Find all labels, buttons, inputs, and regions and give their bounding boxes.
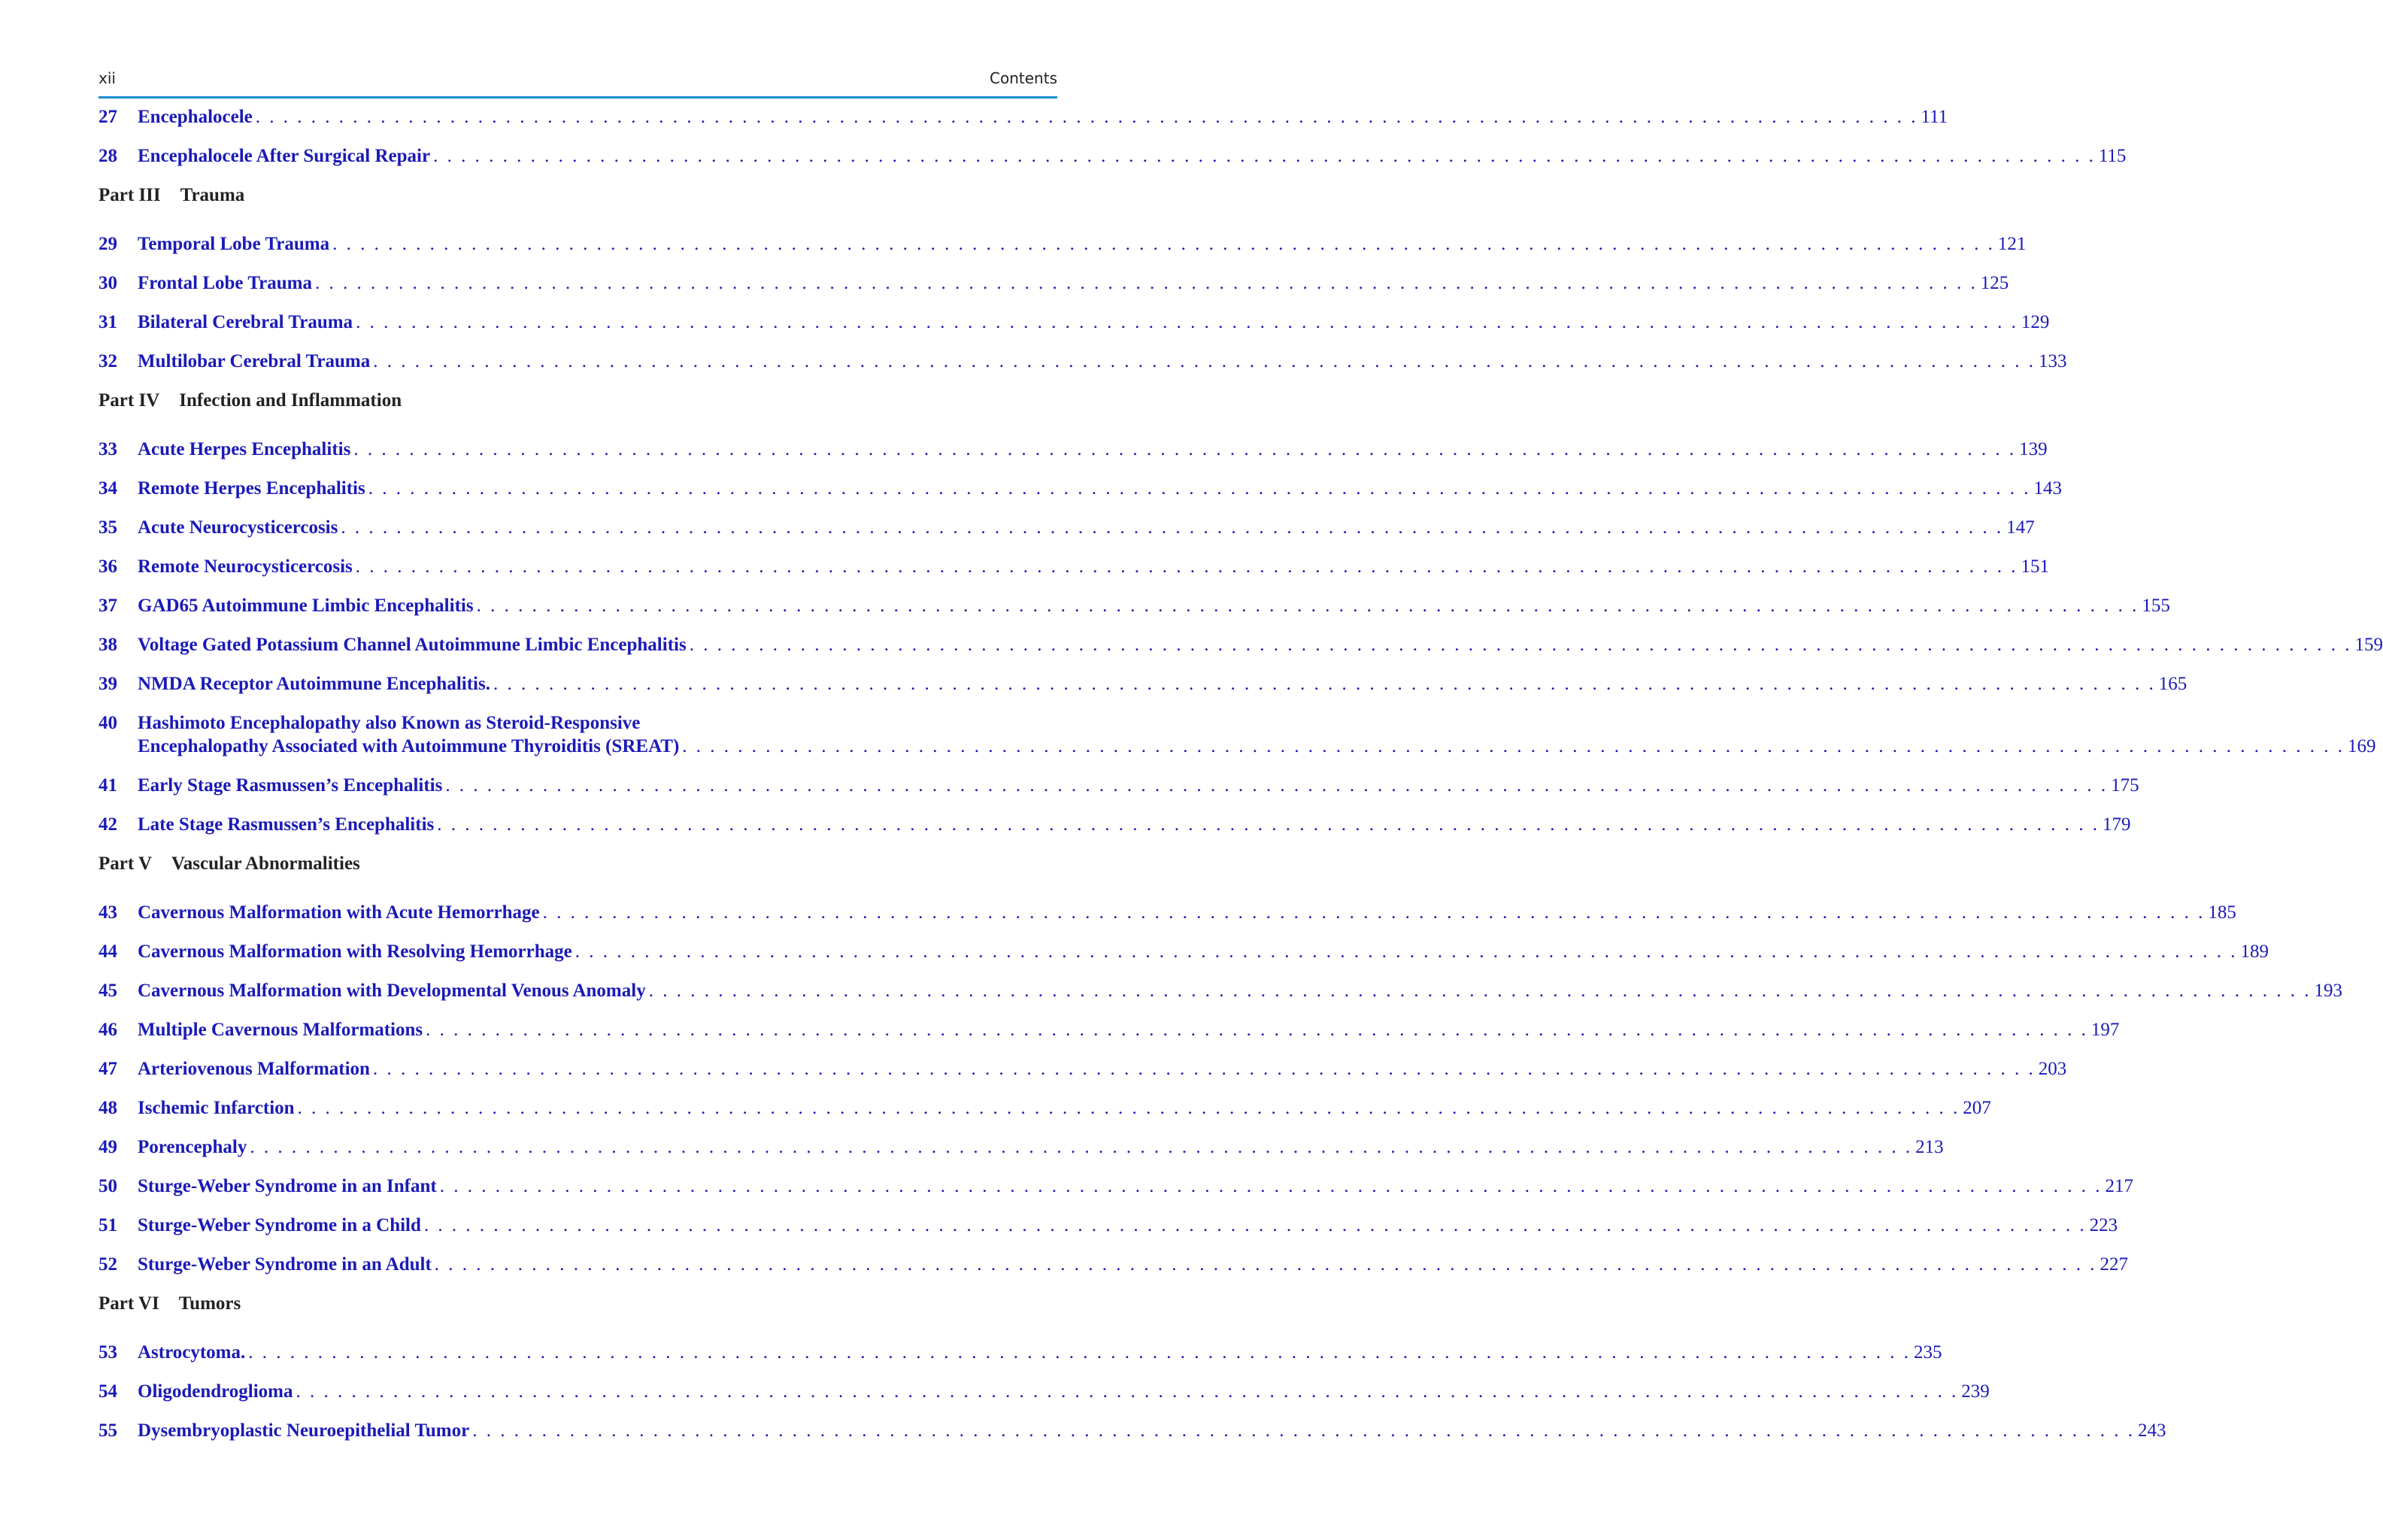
dot-leader: . . . . . . . . . . . . . . . . . . . . . . . . . . . . . . . . . . . . . . . . . . . . . . . . . . . . . . . . . . . . . . . . . . . . . . . . . . . . . . . . . . . . . . . . . . . . . . . . . . . . . . . . . . . . . . . . . . . . . . . . (423, 1215, 2087, 1235)
chapter-title[interactable]: Encephalocele (138, 107, 253, 127)
chapter-number: 36 (99, 556, 117, 577)
dot-leader: . . . . . . . . . . . . . . . . . . . . . . . . . . . . . . . . . . . . . . . . . . . . . . . . . . . . . . . . . . . . . . . . . . . . . . . . . . . . . . . . . . . . . . . . . . . . . . . . . . . . . . . . . . . . . . . . . . . . . . . . (437, 814, 2100, 835)
chapter-title[interactable]: Voltage Gated Potassium Channel Autoimmune Limbic Encephalitis (138, 635, 687, 655)
part-label: Part III (99, 185, 161, 205)
dot-leader: . . . . . . . . . . . . . . . . . . . . . . . . . . . . . . . . . . . . . . . . . . . . . . . . . . . . . . . . . . . . . . . . . . . . . . . . . . . . . . . . . . . . . . . . . . . . . . . . . . . . . . . . . . . . . . . . . . . . . . . . (648, 981, 2312, 1001)
dot-leader: . . . . . . . . . . . . . . . . . . . . . . . . . . . . . . . . . . . . . . . . . . . . . . . . . . . . . . . . . . . . . . . . . . . . . . . . . . . . . . . . . . . . . . . . . . . . . . . . . . . . . . . . . . . . . . . . . . . . . . . . (434, 1254, 2097, 1275)
chapter-title[interactable]: Sturge-Weber Syndrome in an Adult (138, 1254, 432, 1275)
page-number[interactable]: 193 (2314, 981, 2342, 1001)
chapter-title[interactable]: Cavernous Malformation with Developmental Venous Anomaly (138, 981, 646, 1001)
chapter-title[interactable]: Acute Neurocysticercosis (138, 517, 338, 538)
chapter-title[interactable]: Frontal Lobe Trauma (138, 273, 312, 293)
chapter-title[interactable]: Cavernous Malformation with Resolving Hemorrhage (138, 941, 572, 962)
toc-entry[interactable] (99, 1253, 2129, 1276)
part-heading (99, 852, 824, 875)
chapter-title[interactable]: Dysembryoplastic Neuroepithelial Tumor (138, 1420, 470, 1441)
chapter-title[interactable]: Sturge-Weber Syndrome in a Child (138, 1215, 421, 1235)
running-head-title: Contents (990, 69, 1057, 87)
dot-leader: . . . . . . . . . . . . . . . . . . . . . . . . . . . . . . . . . . . . . . . . . . . . . . . . . . . . . . . . . . . . . . . . . . . . . . . . . . . . . . . . . . . . . . . . . . . . . . . . . . . . . . . . . . . . . . . . . . . . . . . . (433, 146, 2096, 166)
chapter-number: 32 (99, 351, 117, 371)
dot-leader: . . . . . . . . . . . . . . . . . . . . . . . . . . . . . . . . . . . . . . . . . . . . . . . . . . . . . . . . . . . . . . . . . . . . . . . . . . . . . . . . . . . . . . . . . . . . . . . . . . . . . . . . . . . . . . . . . . . . . . . . (353, 439, 2017, 459)
toc-entry[interactable] (99, 633, 2383, 656)
page-folio: xii (99, 69, 116, 87)
chapter-title[interactable]: Early Stage Rasmussen’s Encephalitis (138, 775, 443, 796)
toc-entry[interactable] (99, 672, 2187, 696)
dot-leader: . . . . . . . . . . . . . . . . . . . . . . . . . . . . . . . . . . . . . . . . . . . . . . . . . . . . . . . . . . . . . . . . . . . . . . . . . . . . . . . . . . . . . . . . . . . . . . . . . . . . . . . . . . . . . . . . . . . . . . . . (250, 1137, 1913, 1157)
page-number[interactable]: 243 (2137, 1420, 2166, 1441)
chapter-number: 39 (99, 674, 117, 694)
toc-entry[interactable] (99, 516, 2035, 539)
page-number[interactable]: 239 (1961, 1381, 1990, 1402)
chapter-title-continued[interactable]: Encephalopathy Associated with Autoimmune Thyroiditis (SREAT) (138, 736, 680, 756)
toc-entry[interactable] (99, 350, 2067, 373)
chapter-number: 28 (99, 146, 117, 166)
page-number[interactable]: 115 (2098, 146, 2127, 166)
toc-entry[interactable] (99, 1096, 1991, 1120)
part-heading (99, 1292, 824, 1315)
dot-leader: . . . . . . . . . . . . . . . . . . . . . . . . . . . . . . . . . . . . . . . . . . . . . . . . . . . . . . . . . . . . . . . . . . . . . . . . . . . . . . . . . . . . . . . . . . . . . . . . . . . . . . . . . . . . . . . . . . . . . . . . (682, 736, 2345, 756)
dot-leader: . . . . . . . . . . . . . . . . . . . . . . . . . . . . . . . . . . . . . . . . . . . . . . . . . . . . . . . . . . . . . . . . . . . . . . . . . . . . . . . . . . . . . . . . . . . . . . . . . . . . . . . . . . . . . . . . . . . . . . . . (314, 273, 1978, 293)
chapter-title[interactable]: Acute Herpes Encephalitis (138, 439, 351, 459)
chapter-number: 44 (99, 941, 117, 962)
chapter-title[interactable]: Bilateral Cerebral Trauma (138, 312, 353, 332)
dot-leader: . . . . . . . . . . . . . . . . . . . . . . . . . . . . . . . . . . . . . . . . . . . . . . . . . . . . . . . . . . . . . . . . . . . . . . . . . . . . . . . . . . . . . . . . . . . . . . . . . . . . . . . . . . . . . . . . . . . . . . . . (255, 107, 1918, 127)
page-number[interactable]: 207 (1963, 1098, 1991, 1118)
chapter-number: 53 (99, 1342, 117, 1363)
page-number[interactable]: 203 (2038, 1059, 2067, 1079)
page-number[interactable]: 179 (2103, 814, 2131, 835)
toc-entry[interactable] (99, 311, 2050, 334)
chapter-title[interactable]: Multilobar Cerebral Trauma (138, 351, 371, 371)
chapter-title[interactable]: Astrocytoma. (138, 1342, 246, 1363)
chapter-number: 52 (99, 1254, 117, 1275)
page-number[interactable]: 121 (1997, 234, 2027, 254)
chapter-title[interactable]: Remote Herpes Encephalitis (138, 478, 365, 499)
chapter-number: 47 (99, 1059, 117, 1079)
toc-entry[interactable] (99, 144, 2127, 168)
chapter-number: 48 (99, 1098, 117, 1118)
dot-leader: . . . . . . . . . . . . . . . . . . . . . . . . . . . . . . . . . . . . . . . . . . . . . . . . . . . . . . . . . . . . . . . . . . . . . . . . . . . . . . . . . . . . . . . . . . . . . . . . . . . . . . . . . . . . . . . . . . . . . . . . (373, 351, 2036, 371)
dot-leader: . . . . . . . . . . . . . . . . . . . . . . . . . . . . . . . . . . . . . . . . . . . . . . . . . . . . . . . . . . . . . . . . . . . . . . . . . . . . . . . . . . . . . . . . . . . . . . . . . . . . . . . . . . . . . . . . . . . . . . . . (445, 775, 2109, 796)
page-number[interactable]: 143 (2033, 478, 2062, 499)
page-number[interactable]: 197 (2090, 1020, 2120, 1040)
page-number[interactable]: 175 (2111, 775, 2139, 796)
chapter-number: 37 (99, 596, 117, 616)
chapter-number: 34 (99, 478, 117, 499)
dot-leader: . . . . . . . . . . . . . . . . . . . . . . . . . . . . . . . . . . . . . . . . . . . . . . . . . . . . . . . . . . . . . . . . . . . . . . . . . . . . . . . . . . . . . . . . . . . . . . . . . . . . . . . . . . . . . . . . . . . . . . . . (297, 1098, 1960, 1118)
toc-entry[interactable] (99, 438, 2048, 461)
part-title: Vascular Abnormalities (171, 853, 360, 874)
part-title: Infection and Inflammation (179, 390, 402, 411)
chapter-number: 46 (99, 1020, 117, 1040)
page-number[interactable]: 129 (2021, 312, 2050, 332)
chapter-number: 33 (99, 439, 117, 459)
chapter-title[interactable]: Arteriovenous Malformation (138, 1059, 370, 1079)
chapter-number: 40 (99, 713, 117, 733)
page-number[interactable]: 111 (1921, 107, 1948, 127)
chapter-number: 29 (99, 234, 117, 254)
toc-entry[interactable] (99, 711, 2376, 758)
dot-leader: . . . . . . . . . . . . . . . . . . . . . . . . . . . . . . . . . . . . . . . . . . . . . . . . . . . . . . . . . . . . . . . . . . . . . . . . . . . . . . . . . . . . . . . . . . . . . . . . . . . . . . . . . . . . . . . . . . . . . . . . (439, 1176, 2103, 1196)
page-number[interactable]: 169 (2348, 736, 2376, 756)
dot-leader: . . . . . . . . . . . . . . . . . . . . . . . . . . . . . . . . . . . . . . . . . . . . . . . . . . . . . . . . . . . . . . . . . . . . . . . . . . . . . . . . . . . . . . . . . . . . . . . . . . . . . . . . . . . . . . . . . . . . . . . . (355, 556, 2018, 577)
dot-leader: . . . . . . . . . . . . . . . . . . . . . . . . . . . . . . . . . . . . . . . . . . . . . . . . . . . . . . . . . . . . . . . . . . . . . . . . . . . . . . . . . . . . . . . . . . . . . . . . . . . . . . . . . . . . . . . . . . . . . . . . (248, 1342, 1911, 1363)
dot-leader: . . . . . . . . . . . . . . . . . . . . . . . . . . . . . . . . . . . . . . . . . . . . . . . . . . . . . . . . . . . . . . . . . . . . . . . . . . . . . . . . . . . . . . . . . . . . . . . . . . . . . . . . . . . . . . . . . . . . . . . . (356, 312, 2018, 332)
page-number[interactable]: 227 (2100, 1254, 2129, 1275)
part-title: Tumors (178, 1293, 241, 1314)
chapter-title[interactable]: GAD65 Autoimmune Limbic Encephalitis (138, 596, 474, 616)
chapter-number: 30 (99, 273, 117, 293)
chapter-number: 41 (99, 775, 117, 796)
dot-leader: . . . . . . . . . . . . . . . . . . . . . . . . . . . . . . . . . . . . . . . . . . . . . . . . . . . . . . . . . . . . . . . . . . . . . . . . . . . . . . . . . . . . . . . . . . . . . . . . . . . . . . . . . . . . . . . . . . . . . . . . (372, 1059, 2036, 1079)
part-title: Trauma (180, 185, 245, 205)
toc-entry[interactable] (99, 232, 2027, 256)
toc-entry[interactable] (99, 1018, 2120, 1041)
dot-leader: . . . . . . . . . . . . . . . . . . . . . . . . . . . . . . . . . . . . . . . . . . . . . . . . . . . . . . . . . . . . . . . . . . . . . . . . . . . . . . . . . . . . . . . . . . . . . . . . . . . . . . . . . . . . . . . . . . . . . . . . (296, 1381, 1959, 1402)
page-number[interactable]: 213 (1915, 1137, 1944, 1157)
toc-entry[interactable] (99, 477, 2062, 500)
table-of-contents (99, 105, 2383, 1458)
chapter-number: 50 (99, 1176, 117, 1196)
chapter-title[interactable]: Porencephaly (138, 1137, 247, 1157)
chapter-title[interactable]: Late Stage Rasmussen’s Encephalitis (138, 814, 435, 835)
page-number[interactable]: 217 (2105, 1176, 2133, 1196)
toc-entry[interactable] (99, 774, 2139, 797)
toc-entry[interactable] (99, 901, 2236, 924)
chapter-title[interactable]: Cavernous Malformation with Acute Hemorrhage (138, 902, 540, 923)
page-number[interactable]: 155 (2142, 596, 2170, 616)
page-number[interactable]: 189 (2240, 941, 2269, 962)
part-heading (99, 183, 824, 207)
chapter-title[interactable]: Multiple Cavernous Malformations (138, 1020, 423, 1040)
chapter-number: 49 (99, 1137, 117, 1157)
dot-leader: . . . . . . . . . . . . . . . . . . . . . . . . . . . . . . . . . . . . . . . . . . . . . . . . . . . . . . . . . . . . . . . . . . . . . . . . . . . . . . . . . . . . . . . . . . . . . . . . . . . . . . . . . . . . . . . . . . . . . . . . (332, 234, 1995, 254)
chapter-number: 27 (99, 107, 117, 127)
chapter-title[interactable]: Ischemic Infarction (138, 1098, 295, 1118)
dot-leader: . . . . . . . . . . . . . . . . . . . . . . . . . . . . . . . . . . . . . . . . . . . . . . . . . . . . . . . . . . . . . . . . . . . . . . . . . . . . . . . . . . . . . . . . . . . . . . . . . . . . . . . . . . . . . . . . . . . . . . . . (689, 635, 2352, 655)
dot-leader: . . . . . . . . . . . . . . . . . . . . . . . . . . . . . . . . . . . . . . . . . . . . . . . . . . . . . . . . . . . . . . . . . . . . . . . . . . . . . . . . . . . . . . . . . . . . . . . . . . . . . . . . . . . . . . . . . . . . . . . . (476, 596, 2139, 616)
page-number[interactable]: 223 (2089, 1215, 2118, 1235)
running-head (99, 66, 1057, 99)
page-number[interactable]: 185 (2208, 902, 2236, 923)
page-number[interactable]: 139 (2019, 439, 2048, 459)
part-label: Part VI (99, 1293, 159, 1314)
chapter-number: 54 (99, 1381, 117, 1402)
part-label: Part IV (99, 390, 160, 411)
dot-leader: . . . . . . . . . . . . . . . . . . . . . . . . . . . . . . . . . . . . . . . . . . . . . . . . . . . . . . . . . . . . . . . . . . . . . . . . . . . . . . . . . . . . . . . . . . . . . . . . . . . . . . . . . . . . . . . . . . . . . . . . (542, 902, 2206, 923)
chapter-title[interactable]: Oligodendroglioma (138, 1381, 293, 1402)
page-number[interactable]: 235 (1914, 1342, 1942, 1363)
page-number[interactable]: 165 (2158, 674, 2187, 694)
chapter-number: 55 (99, 1420, 117, 1441)
dot-leader: . . . . . . . . . . . . . . . . . . . . . . . . . . . . . . . . . . . . . . . . . . . . . . . . . . . . . . . . . . . . . . . . . . . . . . . . . . . . . . . . . . . . . . . . . . . . . . . . . . . . . . . . . . . . . . . . . . . . . . . . (368, 478, 2031, 499)
toc-entry[interactable] (99, 1341, 1942, 1364)
part-heading (99, 389, 824, 412)
dot-leader: . . . . . . . . . . . . . . . . . . . . . . . . . . . . . . . . . . . . . . . . . . . . . . . . . . . . . . . . . . . . . . . . . . . . . . . . . . . . . . . . . . . . . . . . . . . . . . . . . . . . . . . . . . . . . . . . . . . . . . . . (341, 517, 2004, 538)
page-number[interactable]: 125 (1980, 273, 2009, 293)
page-number[interactable]: 133 (2039, 351, 2067, 371)
dot-leader: . . . . . . . . . . . . . . . . . . . . . . . . . . . . . . . . . . . . . . . . . . . . . . . . . . . . . . . . . . . . . . . . . . . . . . . . . . . . . . . . . . . . . . . . . . . . . . . . . . . . . . . . . . . . . . . . . . . . . . . . (575, 941, 2238, 962)
dot-leader: . . . . . . . . . . . . . . . . . . . . . . . . . . . . . . . . . . . . . . . . . . . . . . . . . . . . . . . . . . . . . . . . . . . . . . . . . . . . . . . . . . . . . . . . . . . . . . . . . . . . . . . . . . . . . . . . . . . . . . . . (426, 1020, 2088, 1040)
dot-leader: . . . . . . . . . . . . . . . . . . . . . . . . . . . . . . . . . . . . . . . . . . . . . . . . . . . . . . . . . . . . . . . . . . . . . . . . . . . . . . . . . . . . . . . . . . . . . . . . . . . . . . . . . . . . . . . . . . . . . . . . (472, 1420, 2135, 1441)
chapter-number: 45 (99, 981, 117, 1001)
toc-entry[interactable] (99, 1380, 1990, 1403)
toc-entry[interactable] (99, 940, 2269, 963)
toc-entry[interactable] (99, 1135, 1944, 1159)
toc-entry[interactable] (99, 271, 2009, 295)
chapter-number: 31 (99, 312, 117, 332)
toc-entry[interactable] (99, 105, 1948, 129)
chapter-number: 43 (99, 902, 117, 923)
toc-entry[interactable] (99, 813, 2131, 836)
part-label: Part V (99, 853, 153, 874)
chapter-number: 42 (99, 814, 117, 835)
dot-leader: . . . . . . . . . . . . . . . . . . . . . . . . . . . . . . . . . . . . . . . . . . . . . . . . . . . . . . . . . . . . . . . . . . . . . . . . . . . . . . . . . . . . . . . . . . . . . . . . . . . . . . . . . . . . . . . . . . . . . . . . (493, 674, 2156, 694)
toc-entry[interactable] (99, 979, 2342, 1002)
chapter-title[interactable]: Hashimoto Encephalopathy also Known as Steroid-Responsive (138, 713, 641, 733)
chapter-title[interactable]: NMDA Receptor Autoimmune Encephalitis. (138, 674, 490, 694)
toc-entry[interactable] (99, 1175, 2133, 1198)
toc-entry[interactable] (99, 1214, 2118, 1237)
chapter-number: 51 (99, 1215, 117, 1235)
toc-entry[interactable] (99, 1419, 2166, 1442)
page-number[interactable]: 151 (2021, 556, 2050, 577)
page-number[interactable]: 147 (2006, 517, 2035, 538)
chapter-number: 38 (99, 635, 117, 655)
page-number[interactable]: 159 (2354, 635, 2383, 655)
toc-entry[interactable] (99, 594, 2170, 617)
chapter-title[interactable]: Sturge-Weber Syndrome in an Infant (138, 1176, 437, 1196)
toc-entry[interactable] (99, 1057, 2067, 1081)
chapter-title[interactable]: Temporal Lobe Trauma (138, 234, 330, 254)
chapter-number: 35 (99, 517, 117, 538)
chapter-title[interactable]: Encephalocele After Surgical Repair (138, 146, 431, 166)
toc-entry[interactable] (99, 555, 2050, 578)
chapter-title[interactable]: Remote Neurocysticercosis (138, 556, 353, 577)
